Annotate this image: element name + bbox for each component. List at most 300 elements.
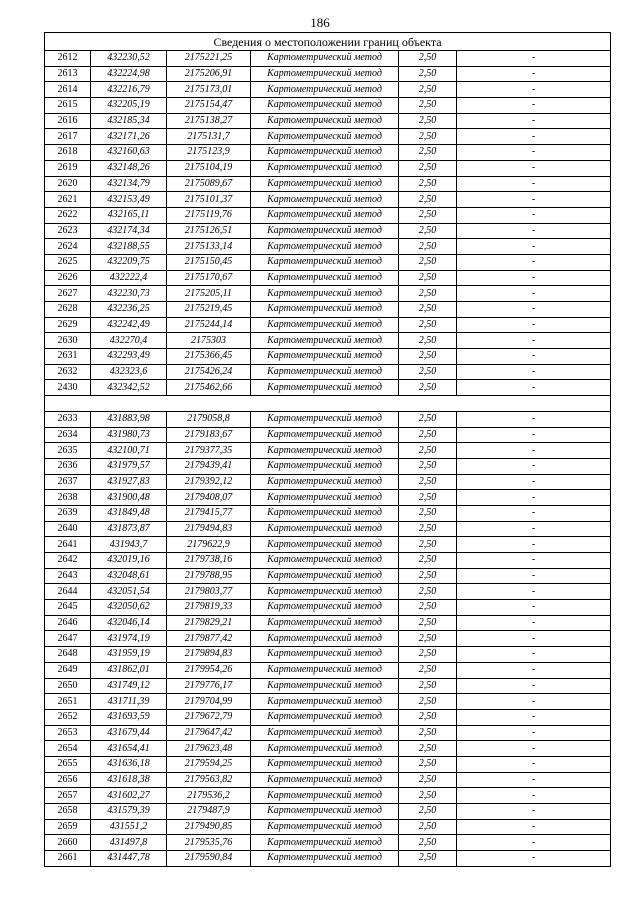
table-row: [45, 709, 611, 725]
coordinate-y: 2179392,12: [167, 474, 251, 490]
accuracy-cell: 2,50: [399, 756, 457, 772]
coordinate-x: 432153,49: [91, 192, 167, 208]
coordinate-x: 431979,57: [91, 458, 167, 474]
accuracy-cell: 2,50: [399, 66, 457, 82]
point-number: 2620: [45, 176, 91, 192]
method-cell: Картометрический метод: [251, 474, 399, 490]
coordinate-y: 2175126,51: [167, 223, 251, 239]
point-number: 2624: [45, 239, 91, 255]
point-number: 2659: [45, 819, 91, 835]
coordinate-y: 2179439,41: [167, 458, 251, 474]
point-number: 2629: [45, 317, 91, 333]
point-number: 2630: [45, 333, 91, 349]
table-row: [45, 333, 611, 349]
coordinate-x: 431959,19: [91, 647, 167, 663]
table-row: [45, 176, 611, 192]
table-row: [45, 458, 611, 474]
accuracy-cell: 2,50: [399, 113, 457, 129]
point-number: 2645: [45, 600, 91, 616]
note-cell: -: [457, 302, 611, 318]
table-row: [45, 600, 611, 616]
accuracy-cell: 2,50: [399, 427, 457, 443]
point-number: 2623: [45, 223, 91, 239]
point-number: 2650: [45, 678, 91, 694]
note-cell: -: [457, 411, 611, 427]
point-number: 2657: [45, 788, 91, 804]
table-row: [45, 568, 611, 584]
coordinate-x: 431497,8: [91, 835, 167, 851]
table-row: [45, 207, 611, 223]
table-row: [45, 349, 611, 365]
note-cell: -: [457, 600, 611, 616]
coordinate-y: 2179183,67: [167, 427, 251, 443]
note-cell: -: [457, 709, 611, 725]
note-cell: -: [457, 270, 611, 286]
coordinate-y: 2179877,42: [167, 631, 251, 647]
point-number: 2660: [45, 835, 91, 851]
coordinate-y: 2175133,14: [167, 239, 251, 255]
coordinate-x: 431711,39: [91, 694, 167, 710]
coordinate-x: 432323,6: [91, 364, 167, 380]
point-number: 2647: [45, 631, 91, 647]
method-cell: Картометрический метод: [251, 819, 399, 835]
accuracy-cell: 2,50: [399, 160, 457, 176]
accuracy-cell: 2,50: [399, 411, 457, 427]
table-row: [45, 662, 611, 678]
note-cell: -: [457, 474, 611, 490]
method-cell: Картометрический метод: [251, 615, 399, 631]
method-cell: Картометрический метод: [251, 427, 399, 443]
table-row: [45, 505, 611, 521]
coordinate-x: 431927,83: [91, 474, 167, 490]
point-number: 2633: [45, 411, 91, 427]
note-cell: -: [457, 505, 611, 521]
method-cell: Картометрический метод: [251, 772, 399, 788]
method-cell: Картометрический метод: [251, 647, 399, 663]
coordinate-y: 2175138,27: [167, 113, 251, 129]
method-cell: Картометрический метод: [251, 741, 399, 757]
coordinate-x: 431693,59: [91, 709, 167, 725]
note-cell: -: [457, 333, 611, 349]
table-row: [45, 160, 611, 176]
note-cell: -: [457, 490, 611, 506]
accuracy-cell: 2,50: [399, 584, 457, 600]
accuracy-cell: 2,50: [399, 615, 457, 631]
coordinate-x: 432270,4: [91, 333, 167, 349]
note-cell: -: [457, 851, 611, 867]
table-row: [45, 851, 611, 867]
point-number: 2618: [45, 145, 91, 161]
accuracy-cell: 2,50: [399, 302, 457, 318]
method-cell: Картометрический метод: [251, 176, 399, 192]
point-number: 2631: [45, 349, 91, 365]
accuracy-cell: 2,50: [399, 662, 457, 678]
coordinate-y: 2175366,45: [167, 349, 251, 365]
method-cell: Картометрический метод: [251, 113, 399, 129]
method-cell: Картометрический метод: [251, 270, 399, 286]
accuracy-cell: 2,50: [399, 678, 457, 694]
coordinate-x: 432165,11: [91, 207, 167, 223]
coordinate-x: 431849,48: [91, 505, 167, 521]
table-row: [45, 804, 611, 820]
coordinate-y: 2175173,01: [167, 82, 251, 98]
point-number: 2653: [45, 725, 91, 741]
method-cell: Картометрический метод: [251, 694, 399, 710]
method-cell: Картометрический метод: [251, 239, 399, 255]
coordinate-x: 432051,54: [91, 584, 167, 600]
method-cell: Картометрический метод: [251, 631, 399, 647]
table-row: [45, 741, 611, 757]
table-row: [45, 129, 611, 145]
method-cell: Картометрический метод: [251, 662, 399, 678]
note-cell: -: [457, 662, 611, 678]
coordinate-y: 2175205,11: [167, 286, 251, 302]
method-cell: Картометрический метод: [251, 584, 399, 600]
coordinate-x: 431654,41: [91, 741, 167, 757]
accuracy-cell: 2,50: [399, 647, 457, 663]
note-cell: -: [457, 317, 611, 333]
point-number: 2642: [45, 553, 91, 569]
table-title: Сведения о местоположении границ объекта: [45, 33, 611, 51]
coordinate-y: 2179623,48: [167, 741, 251, 757]
table-row: [45, 835, 611, 851]
coordinate-y: 2179590,84: [167, 851, 251, 867]
accuracy-cell: 2,50: [399, 333, 457, 349]
coordinate-x: 431943,7: [91, 537, 167, 553]
table-row: [45, 51, 611, 67]
point-number: 2654: [45, 741, 91, 757]
accuracy-cell: 2,50: [399, 51, 457, 67]
table-row: [45, 317, 611, 333]
note-cell: -: [457, 98, 611, 114]
note-cell: -: [457, 788, 611, 804]
accuracy-cell: 2,50: [399, 819, 457, 835]
note-cell: -: [457, 678, 611, 694]
coordinate-x: 431551,2: [91, 819, 167, 835]
note-cell: -: [457, 427, 611, 443]
point-number: 2656: [45, 772, 91, 788]
coordinate-x: 432148,26: [91, 160, 167, 176]
point-number: 2632: [45, 364, 91, 380]
table-row: [45, 286, 611, 302]
table-row: [45, 615, 611, 631]
method-cell: Картометрический метод: [251, 725, 399, 741]
accuracy-cell: 2,50: [399, 98, 457, 114]
coordinate-y: 2175462,66: [167, 380, 251, 396]
accuracy-cell: 2,50: [399, 349, 457, 365]
accuracy-cell: 2,50: [399, 145, 457, 161]
note-cell: -: [457, 458, 611, 474]
coordinate-x: 432342,52: [91, 380, 167, 396]
method-cell: Картометрический метод: [251, 192, 399, 208]
method-cell: Картометрический метод: [251, 411, 399, 427]
coordinate-y: 2175221,25: [167, 51, 251, 67]
point-number: 2628: [45, 302, 91, 318]
coordinate-x: 431980,73: [91, 427, 167, 443]
note-cell: -: [457, 113, 611, 129]
coordinate-x: 432222,4: [91, 270, 167, 286]
coordinate-y: 2179647,42: [167, 725, 251, 741]
point-number: 2658: [45, 804, 91, 820]
table-row: [45, 819, 611, 835]
accuracy-cell: 2,50: [399, 286, 457, 302]
accuracy-cell: 2,50: [399, 600, 457, 616]
coordinate-y: 2179894,83: [167, 647, 251, 663]
method-cell: Картометрический метод: [251, 568, 399, 584]
table-row: [45, 302, 611, 318]
coordinate-x: 432160,63: [91, 145, 167, 161]
coordinate-y: 2179535,76: [167, 835, 251, 851]
table-row: [45, 678, 611, 694]
coordinate-x: 431447,78: [91, 851, 167, 867]
accuracy-cell: 2,50: [399, 521, 457, 537]
coordinate-y: 2175131,7: [167, 129, 251, 145]
coordinate-x: 432174,34: [91, 223, 167, 239]
note-cell: -: [457, 615, 611, 631]
table-row: [45, 145, 611, 161]
coordinate-x: 432171,26: [91, 129, 167, 145]
coordinate-x: 432230,52: [91, 51, 167, 67]
coordinate-y: 2179494,83: [167, 521, 251, 537]
method-cell: Картометрический метод: [251, 709, 399, 725]
accuracy-cell: 2,50: [399, 804, 457, 820]
accuracy-cell: 2,50: [399, 474, 457, 490]
point-number: 2612: [45, 51, 91, 67]
coordinate-y: 2179803,77: [167, 584, 251, 600]
note-cell: -: [457, 741, 611, 757]
point-number: 2635: [45, 443, 91, 459]
method-cell: Картометрический метод: [251, 380, 399, 396]
note-cell: -: [457, 521, 611, 537]
coordinate-y: 2179594,25: [167, 756, 251, 772]
note-cell: -: [457, 835, 611, 851]
point-number: 2652: [45, 709, 91, 725]
method-cell: Картометрический метод: [251, 756, 399, 772]
note-cell: -: [457, 584, 611, 600]
table-row: [45, 474, 611, 490]
coordinate-y: 2179563,82: [167, 772, 251, 788]
point-number: 2430: [45, 380, 91, 396]
coordinate-y: 2179490,85: [167, 819, 251, 835]
coordinate-x: 432046,14: [91, 615, 167, 631]
coordinate-y: 2175123,9: [167, 145, 251, 161]
table-row: [45, 694, 611, 710]
point-number: 2614: [45, 82, 91, 98]
note-cell: -: [457, 694, 611, 710]
note-cell: -: [457, 756, 611, 772]
method-cell: Картометрический метод: [251, 223, 399, 239]
method-cell: Картометрический метод: [251, 443, 399, 459]
method-cell: Картометрический метод: [251, 851, 399, 867]
coordinate-y: 2175303: [167, 333, 251, 349]
note-cell: -: [457, 223, 611, 239]
accuracy-cell: 2,50: [399, 851, 457, 867]
table-row: [45, 113, 611, 129]
note-cell: -: [457, 286, 611, 302]
accuracy-cell: 2,50: [399, 631, 457, 647]
coordinate-x: 432230,73: [91, 286, 167, 302]
accuracy-cell: 2,50: [399, 129, 457, 145]
coordinate-y: 2175154,47: [167, 98, 251, 114]
table-row: [45, 772, 611, 788]
method-cell: Картометрический метод: [251, 600, 399, 616]
table-row: [45, 788, 611, 804]
boundary-coordinates-table: [44, 32, 611, 867]
accuracy-cell: 2,50: [399, 458, 457, 474]
accuracy-cell: 2,50: [399, 788, 457, 804]
coordinate-x: 432242,49: [91, 317, 167, 333]
point-number: 2661: [45, 851, 91, 867]
method-cell: Картометрический метод: [251, 82, 399, 98]
coordinate-y: 2179415,77: [167, 505, 251, 521]
table-row: [45, 380, 611, 396]
note-cell: -: [457, 804, 611, 820]
coordinate-x: 431679,44: [91, 725, 167, 741]
accuracy-cell: 2,50: [399, 176, 457, 192]
coordinate-y: 2175219,45: [167, 302, 251, 318]
coordinate-x: 432216,79: [91, 82, 167, 98]
point-number: 2640: [45, 521, 91, 537]
coordinate-y: 2175101,37: [167, 192, 251, 208]
table-row: [45, 756, 611, 772]
method-cell: Картометрический метод: [251, 553, 399, 569]
coordinate-y: 2179954,26: [167, 662, 251, 678]
point-number: 2637: [45, 474, 91, 490]
table-row: [45, 584, 611, 600]
note-cell: -: [457, 819, 611, 835]
method-cell: Картометрический метод: [251, 804, 399, 820]
coordinate-y: 2179672,79: [167, 709, 251, 725]
table-row: [45, 631, 611, 647]
coordinate-x: 432224,98: [91, 66, 167, 82]
note-cell: -: [457, 207, 611, 223]
point-number: 2655: [45, 756, 91, 772]
note-cell: -: [457, 725, 611, 741]
coordinate-y: 2179377,35: [167, 443, 251, 459]
accuracy-cell: 2,50: [399, 505, 457, 521]
accuracy-cell: 2,50: [399, 192, 457, 208]
method-cell: Картометрический метод: [251, 66, 399, 82]
accuracy-cell: 2,50: [399, 82, 457, 98]
method-cell: Картометрический метод: [251, 678, 399, 694]
method-cell: Картометрический метод: [251, 51, 399, 67]
coordinate-y: 2179788,95: [167, 568, 251, 584]
coordinate-x: 431862,01: [91, 662, 167, 678]
accuracy-cell: 2,50: [399, 254, 457, 270]
method-cell: Картометрический метод: [251, 835, 399, 851]
table-row: [45, 411, 611, 427]
page-number: 186: [310, 15, 330, 30]
table-row: [45, 66, 611, 82]
note-cell: -: [457, 51, 611, 67]
coordinate-x: 432019,16: [91, 553, 167, 569]
note-cell: -: [457, 568, 611, 584]
accuracy-cell: 2,50: [399, 835, 457, 851]
coordinate-y: 2175119,76: [167, 207, 251, 223]
table-row: [45, 553, 611, 569]
method-cell: Картометрический метод: [251, 490, 399, 506]
method-cell: Картометрический метод: [251, 286, 399, 302]
table-row: [45, 490, 611, 506]
coordinate-y: 2179487,9: [167, 804, 251, 820]
method-cell: Картометрический метод: [251, 129, 399, 145]
note-cell: -: [457, 772, 611, 788]
coordinate-x: 432050,62: [91, 600, 167, 616]
point-number: 2643: [45, 568, 91, 584]
coordinate-y: 2179704,99: [167, 694, 251, 710]
coordinate-x: 432209,75: [91, 254, 167, 270]
point-number: 2622: [45, 207, 91, 223]
note-cell: -: [457, 254, 611, 270]
coordinate-y: 2179536,2: [167, 788, 251, 804]
coordinate-x: 432048,61: [91, 568, 167, 584]
accuracy-cell: 2,50: [399, 709, 457, 725]
accuracy-cell: 2,50: [399, 443, 457, 459]
coordinate-x: 432293,49: [91, 349, 167, 365]
table-row: [45, 192, 611, 208]
method-cell: Картометрический метод: [251, 364, 399, 380]
coordinate-x: 431883,98: [91, 411, 167, 427]
accuracy-cell: 2,50: [399, 380, 457, 396]
coordinate-x: 431974,19: [91, 631, 167, 647]
method-cell: Картометрический метод: [251, 207, 399, 223]
method-cell: Картометрический метод: [251, 788, 399, 804]
accuracy-cell: 2,50: [399, 553, 457, 569]
accuracy-cell: 2,50: [399, 490, 457, 506]
coordinate-y: 2179776,17: [167, 678, 251, 694]
coordinate-y: 2179622,9: [167, 537, 251, 553]
method-cell: Картометрический метод: [251, 254, 399, 270]
table-row: [45, 223, 611, 239]
coordinate-y: 2179738,16: [167, 553, 251, 569]
point-number: 2615: [45, 98, 91, 114]
coordinate-x: 432185,34: [91, 113, 167, 129]
accuracy-cell: 2,50: [399, 772, 457, 788]
method-cell: Картометрический метод: [251, 302, 399, 318]
method-cell: Картометрический метод: [251, 145, 399, 161]
coordinate-y: 2175206,91: [167, 66, 251, 82]
accuracy-cell: 2,50: [399, 694, 457, 710]
point-number: 2626: [45, 270, 91, 286]
accuracy-cell: 2,50: [399, 317, 457, 333]
note-cell: -: [457, 537, 611, 553]
accuracy-cell: 2,50: [399, 223, 457, 239]
method-cell: Картометрический метод: [251, 537, 399, 553]
point-number: 2648: [45, 647, 91, 663]
accuracy-cell: 2,50: [399, 568, 457, 584]
coordinate-x: 431618,38: [91, 772, 167, 788]
coordinate-y: 2175089,67: [167, 176, 251, 192]
table-row: [45, 364, 611, 380]
note-cell: -: [457, 82, 611, 98]
table-row: [45, 270, 611, 286]
coordinate-y: 2175170,67: [167, 270, 251, 286]
note-cell: -: [457, 145, 611, 161]
coordinate-x: 431900,48: [91, 490, 167, 506]
method-cell: Картометрический метод: [251, 98, 399, 114]
note-cell: -: [457, 160, 611, 176]
coordinate-y: 2179058,8: [167, 411, 251, 427]
point-number: 2649: [45, 662, 91, 678]
table-row: [45, 254, 611, 270]
accuracy-cell: 2,50: [399, 270, 457, 286]
point-number: 2638: [45, 490, 91, 506]
note-cell: -: [457, 631, 611, 647]
note-cell: -: [457, 176, 611, 192]
note-cell: -: [457, 553, 611, 569]
note-cell: -: [457, 364, 611, 380]
note-cell: -: [457, 380, 611, 396]
